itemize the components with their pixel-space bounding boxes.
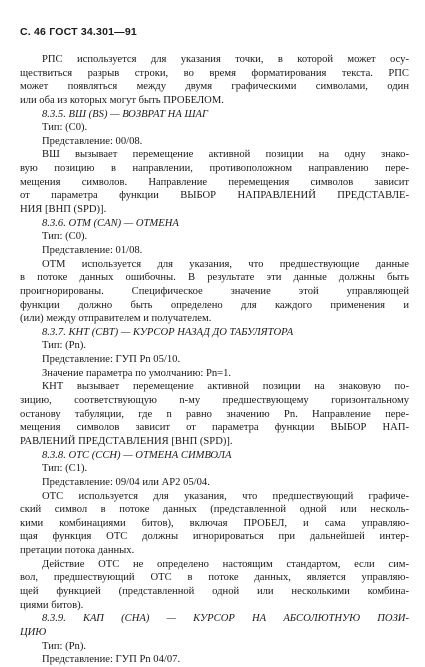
section-heading: 8.3.7. КНТ (CBT) — КУРСОР НАЗАД ДО ТАБУЛЯТОРА: [42, 326, 294, 338]
field-line: Представление: 00/08.: [42, 135, 143, 147]
paragraph-line: мещения символов зависит от параметра функции ВЫБОР НАП-: [20, 422, 409, 434]
paragraph-line: ОТМ используется для указания, что предшествующие данные: [42, 258, 409, 270]
paragraph-line: функции должно быть определено для каждого применения и: [20, 299, 409, 311]
field-line: Тип: (С0).: [42, 231, 88, 243]
paragraph-line: или оба из которых могут быть ПРОБЕЛОМ.: [20, 94, 224, 106]
paragraph: [20, 148, 409, 216]
paragraph-line: ВШ вызывает перемещение активной позиции на одну знако-: [42, 149, 409, 161]
field-line: Представление: 09/04 или АР2 05/04.: [42, 476, 210, 488]
section-heading: 8.3.6. ОТМ (CAN) — ОТМЕНА: [42, 217, 179, 229]
paragraph-line: РПС используется для указания точки, в которой может осу-: [42, 54, 409, 65]
field-line: Представление: ГУП Pn 04/07.: [42, 654, 181, 666]
section-heading: 8.3.8. ОТС (CCH) — ОТМЕНА СИМВОЛА: [42, 449, 232, 461]
paragraph-line: мещения символов. Направление перемещения символов зависит: [20, 176, 409, 188]
paragraph-line: вую позицию в направлении, противоположном направлению пере-: [20, 163, 409, 175]
paragraph-line: НИЯ [ВНП (SPD)].: [20, 204, 107, 216]
field-line: Тип: (С0).: [42, 122, 88, 134]
section-heading: 8.3.5. ВШ (BS) — ВОЗВРАТ НА ШАГ: [42, 108, 208, 120]
paragraph-line: проигнорированы. Специфическое значение этой управляющей: [20, 285, 409, 297]
paragraph-line: зицию, соответствующую n-му предшествующему горизонтальному: [20, 395, 409, 407]
paragraph-line: РАВЛЕНИЙ ПРЕДСТАВЛЕНИЯ [ВНП (SPD)].: [20, 435, 233, 447]
paragraph-line: (или) между отправителем и получателем.: [20, 313, 212, 325]
paragraph-line: ществиться разрыв строки, во время форматирования текста. РПС: [20, 67, 409, 79]
paragraph-line: в потоке данных ошибочны. В результате эти данные должны быть: [20, 272, 409, 284]
field-line: Тип: (Pn).: [42, 640, 87, 652]
paragraph-line: от параметра функции ВЫБОР НАПРАВЛЕНИЙ ПРЕДСТАВЛЕ-: [20, 190, 409, 202]
paragraph-line: КНТ вызывает перемещение активной позиции на знаковую по-: [42, 381, 409, 393]
field-line: Значение параметра по умолчанию: Pn=1.: [42, 367, 232, 379]
paragraph-line: кими комбинациями битов), включая ПРОБЕЛ, и сама управляю-: [20, 517, 409, 529]
paragraph-line: ский символ в потоке данных (представленной одной или несколь-: [20, 504, 409, 516]
paragraph: [20, 258, 409, 326]
document-body: [20, 53, 409, 667]
paragraph-line: щей функцией (представленной одной или несколькими комбина-: [20, 585, 409, 597]
field-line: Представление: ГУП Pn 05/10.: [42, 354, 181, 366]
field-line: Тип: (Pn).: [42, 340, 87, 352]
field-line: Представление: 01/08.: [42, 244, 143, 256]
paragraph: [20, 558, 409, 613]
paragraph-line: ОТС используется для указания, что предшествующий графиче-: [42, 490, 409, 502]
paragraph: [20, 53, 409, 108]
section-heading: [20, 612, 409, 639]
paragraph-line: Действие ОТС не определено настоящим стандартом, если сим-: [42, 558, 409, 570]
paragraph-line: останову табуляции, где n равно значению Pn. Направление пере-: [20, 408, 409, 420]
paragraph-line: претации потока данных.: [20, 545, 135, 557]
paragraph: [20, 380, 409, 448]
section-heading-line: 8.3.9. КАП (CHA) — КУРСОР НА АБСОЛЮТНУЮ ПОЗИ-: [42, 613, 409, 625]
paragraph-line: вол, предшествующий ОТС в потоке данных, является управляю-: [20, 572, 409, 584]
field-line: Тип: (С1).: [42, 463, 88, 475]
paragraph-line: щая функция ОТС должны игнорироваться при дальнейшей интер-: [20, 531, 409, 543]
section-heading-line: ЦИЮ: [20, 626, 47, 638]
paragraph: [20, 490, 409, 558]
paragraph-line: циями битов).: [20, 599, 84, 611]
paragraph-line: может появляться между двумя графическими символами, один: [20, 81, 409, 93]
page-header: С. 46 ГОСТ 34.301—91: [20, 26, 137, 38]
